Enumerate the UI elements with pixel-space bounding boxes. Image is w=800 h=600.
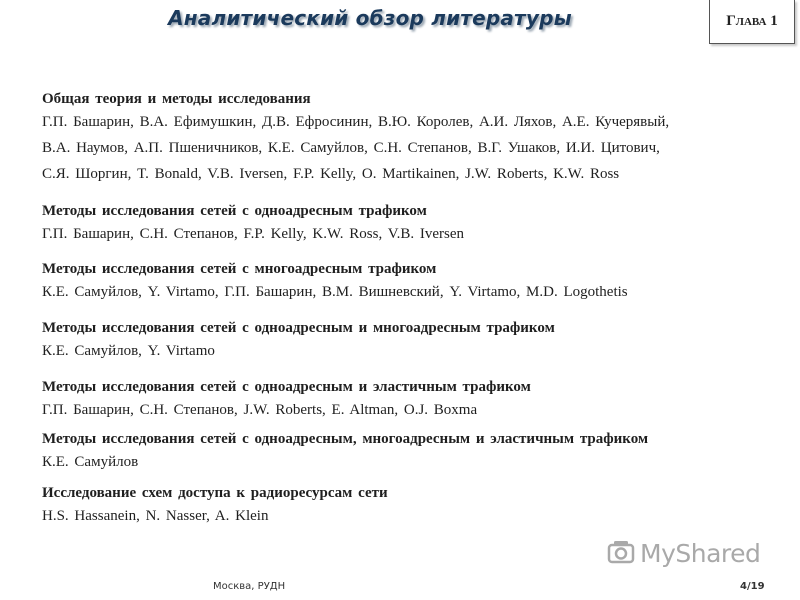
authors-line: К.Е. Самуйлов [42, 454, 139, 470]
authors-line: К.Е. Самуйлов, Y. Virtamo [42, 343, 215, 359]
section-unicast-multicast [42, 318, 787, 364]
literature-review [42, 89, 787, 529]
section-title: Методы исследования сетей с одноадресным и эластичным трафиком [42, 379, 531, 395]
authors-line: Г.П. Башарин, В.А. Ефимушкин, Д.В. Ефросинин, В.Ю. Королев, А.И. Ляхов, А.Е. Кучерявый, [42, 114, 670, 130]
chapter-label: Глава 1 [709, 0, 795, 44]
section-title: Методы исследования сетей с одноадресным, многоадресным и эластичным трафиком [42, 431, 649, 447]
section-radio-access [42, 483, 787, 529]
section-unicast-multicast-elastic [42, 429, 787, 475]
section-title: Общая теория и методы исследования [42, 91, 311, 107]
section-unicast-elastic [42, 377, 787, 423]
section-title: Методы исследования сетей с одноадресным трафиком [42, 203, 427, 219]
section-multicast [42, 259, 787, 305]
myshared-watermark [606, 533, 766, 573]
myshared-logo-icon [606, 538, 636, 568]
section-unicast [42, 201, 787, 247]
slide-title: Аналитический обзор литературы [168, 6, 572, 30]
authors-line: К.Е. Самуйлов, Y. Virtamo, Г.П. Башарин, В.М. Вишневский, Y. Virtamo, M.D. Logothetis [42, 284, 628, 300]
section-general-theory [42, 89, 787, 187]
authors-line: В.А. Наумов, А.П. Пшеничников, К.Е. Самуйлов, С.Н. Степанов, В.Г. Ушаков, И.И. Цитович, [42, 140, 660, 156]
footer-location: Москва, РУДН [213, 581, 286, 592]
authors-line: H.S. Hassanein, N. Nasser, A. Klein [42, 508, 269, 524]
section-title: Методы исследования сетей с многоадресным трафиком [42, 261, 437, 277]
authors-line: Г.П. Башарин, С.Н. Степанов, J.W. Roberts, E. Altman, O.J. Boxma [42, 402, 478, 418]
authors-line: Г.П. Башарин, С.Н. Степанов, F.P. Kelly, K.W. Ross, V.B. Iversen [42, 226, 464, 242]
section-title: Исследование схем доступа к радиоресурсам сети [42, 485, 388, 501]
watermark-text: MyShared [640, 538, 761, 568]
section-title: Методы исследования сетей с одноадресным и многоадресным трафиком [42, 320, 555, 336]
authors-line: С.Я. Шоргин, T. Bonald, V.B. Iversen, F.P. Kelly, O. Martikainen, J.W. Roberts, K.W. Ross [42, 166, 620, 182]
page-number: 4/19 [740, 581, 765, 592]
